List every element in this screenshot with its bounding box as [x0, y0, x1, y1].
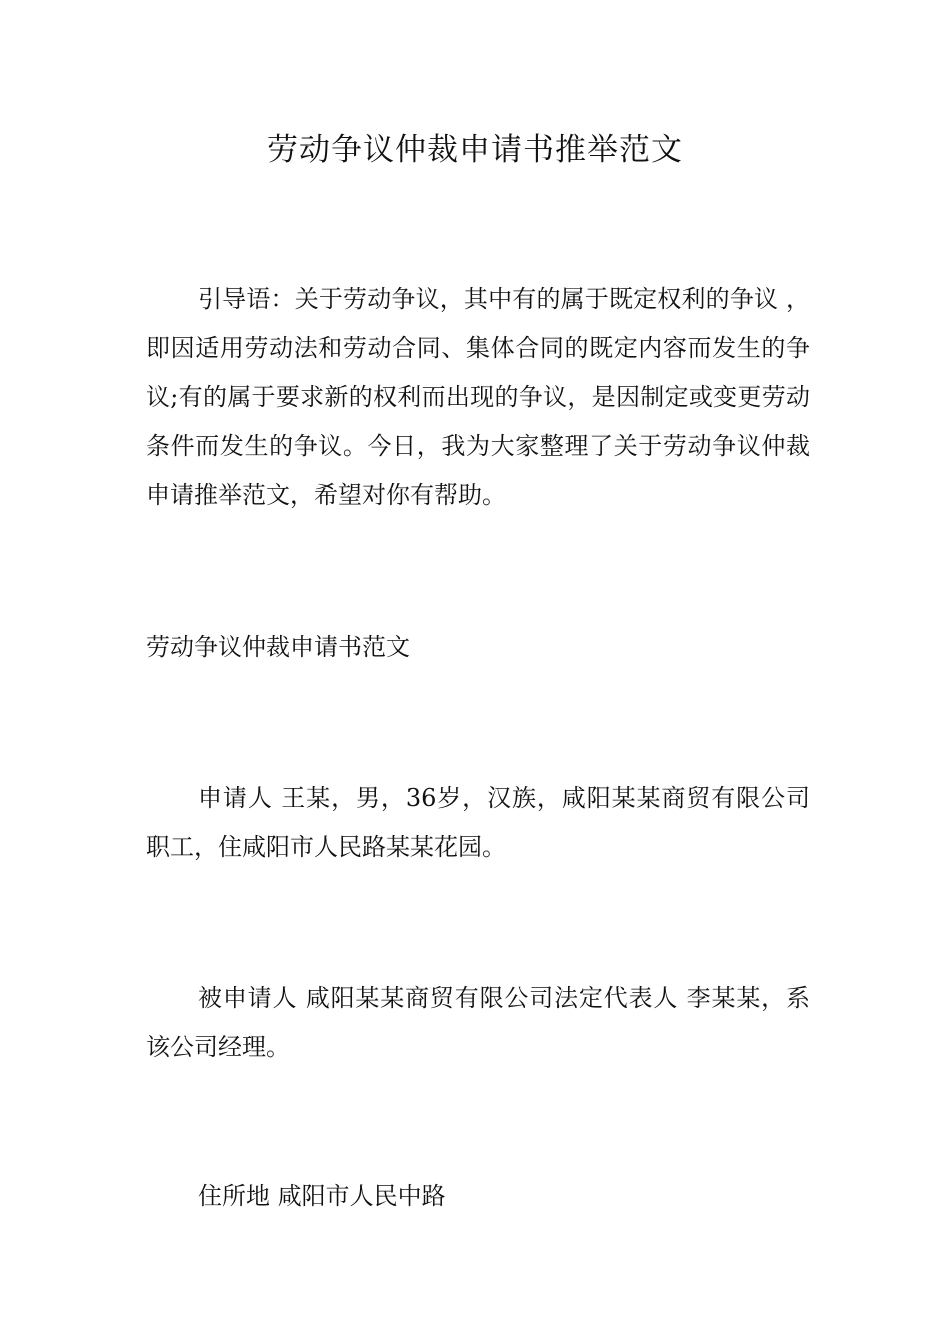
intro-paragraph: 引导语：关于劳动争议，其中有的属于既定权利的争议 ，即因适用劳动法和劳动合同、集体合同的既定内容而发生的争议;有的属于要求新的权利而出现的争议，是因制定或变更劳动条件而发生的争议。今日，我为大家整理了关于劳动争议仲裁申请推举范文，希望对你有帮助。 — [146, 285, 810, 509]
respondent-paragraph: 被申请人 咸阳某某商贸有限公司法定代表人 李某某，系该公司经理。 — [146, 984, 810, 1061]
document-title: 劳动争议仲裁申请书推举范文 — [267, 132, 683, 168]
address-paragraph: 住所地 咸阳市人民中路 — [198, 1182, 446, 1210]
applicant-paragraph: 申请人 王某，男，36岁，汉族，咸阳某某商贸有限公司职工，住咸阳市人民路某某花园。 — [146, 784, 810, 861]
section-heading: 劳动争议仲裁申请书范文 — [146, 633, 410, 661]
